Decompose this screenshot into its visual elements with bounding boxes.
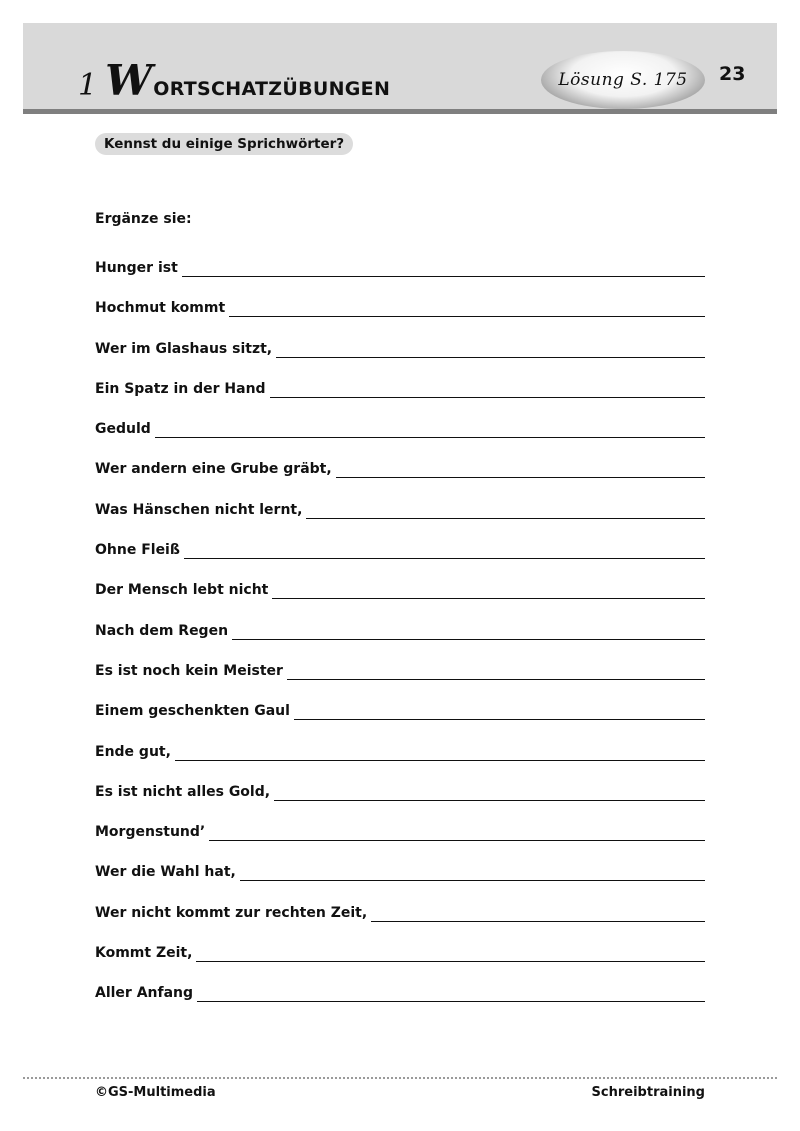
answer-blank-line[interactable]	[270, 379, 705, 398]
proverb-prompt: Hochmut kommt	[95, 300, 226, 317]
exercise-row	[95, 500, 705, 540]
answer-blank-line[interactable]	[274, 782, 705, 801]
header-divider	[23, 109, 777, 114]
exercise-row	[95, 903, 705, 943]
proverb-prompt: Geduld	[95, 421, 151, 438]
exercise-row	[95, 459, 705, 499]
chapter-title-rest: ORTSCHATZÜBUNGEN	[153, 78, 391, 100]
topic-heading: Kennst du einige Sprichwörter?	[95, 133, 353, 155]
exercise-row	[95, 862, 705, 902]
proverb-prompt: Es ist nicht alles Gold,	[95, 783, 271, 800]
footer-divider	[23, 1077, 777, 1079]
answer-blank-line[interactable]	[184, 540, 705, 559]
exercise-row	[95, 419, 705, 459]
answer-blank-line[interactable]	[209, 822, 705, 841]
answer-blank-line[interactable]	[371, 903, 705, 922]
exercise-list	[95, 258, 705, 1024]
instruction-text: Ergänze sie:	[95, 211, 192, 227]
answer-blank-line[interactable]	[272, 580, 705, 599]
solution-badge	[541, 51, 705, 109]
proverb-prompt: Ein Spatz in der Hand	[95, 380, 266, 397]
answer-blank-line[interactable]	[294, 701, 705, 720]
footer-copyright: ©GS-Multimedia	[95, 1085, 216, 1100]
exercise-row	[95, 339, 705, 379]
proverb-prompt: Kommt Zeit,	[95, 945, 193, 962]
exercise-row	[95, 580, 705, 620]
proverb-prompt: Wer andern eine Grube gräbt,	[95, 461, 332, 478]
chapter-number: 1	[78, 68, 98, 103]
proverb-prompt: Wer die Wahl hat,	[95, 864, 236, 881]
exercise-row	[95, 983, 705, 1023]
answer-blank-line[interactable]	[196, 943, 705, 962]
exercise-row	[95, 298, 705, 338]
exercise-row	[95, 621, 705, 661]
exercise-row	[95, 661, 705, 701]
answer-blank-line[interactable]	[276, 339, 705, 358]
answer-blank-line[interactable]	[306, 500, 705, 519]
exercise-row	[95, 701, 705, 741]
answer-blank-line[interactable]	[232, 621, 705, 640]
chapter-initial: W	[105, 56, 153, 105]
exercise-row	[95, 540, 705, 580]
exercise-row	[95, 742, 705, 782]
exercise-row	[95, 943, 705, 983]
exercise-row	[95, 379, 705, 419]
proverb-prompt: Aller Anfang	[95, 985, 194, 1002]
proverb-prompt: Wer nicht kommt zur rechten Zeit,	[95, 904, 368, 921]
answer-blank-line[interactable]	[182, 258, 705, 277]
proverb-prompt: Einem geschenkten Gaul	[95, 703, 290, 720]
answer-blank-line[interactable]	[336, 459, 705, 478]
proverb-prompt: Was Hänschen nicht lernt,	[95, 501, 303, 518]
proverb-prompt: Hunger ist	[95, 260, 178, 276]
answer-blank-line[interactable]	[229, 298, 705, 317]
proverb-prompt: Es ist noch kein Meister	[95, 662, 283, 679]
proverb-prompt: Wer im Glashaus sitzt,	[95, 340, 273, 357]
answer-blank-line[interactable]	[175, 742, 705, 761]
page-number: 23	[719, 63, 746, 85]
proverb-prompt: Der Mensch lebt nicht	[95, 582, 269, 599]
answer-blank-line[interactable]	[197, 983, 705, 1002]
answer-blank-line[interactable]	[240, 862, 705, 881]
proverb-prompt: Morgenstund’	[95, 824, 206, 841]
answer-blank-line[interactable]	[155, 419, 705, 438]
answer-blank-line[interactable]	[287, 661, 705, 680]
proverb-prompt: Ohne Fleiß	[95, 542, 180, 559]
proverb-prompt: Ende gut,	[95, 743, 171, 760]
exercise-row	[95, 822, 705, 862]
footer-series: Schreibtraining	[591, 1085, 705, 1100]
solution-reference: Lösung S. 175	[558, 70, 688, 90]
exercise-row	[95, 782, 705, 822]
chapter-title	[78, 56, 391, 105]
exercise-row	[95, 258, 705, 298]
proverb-prompt: Nach dem Regen	[95, 622, 229, 639]
